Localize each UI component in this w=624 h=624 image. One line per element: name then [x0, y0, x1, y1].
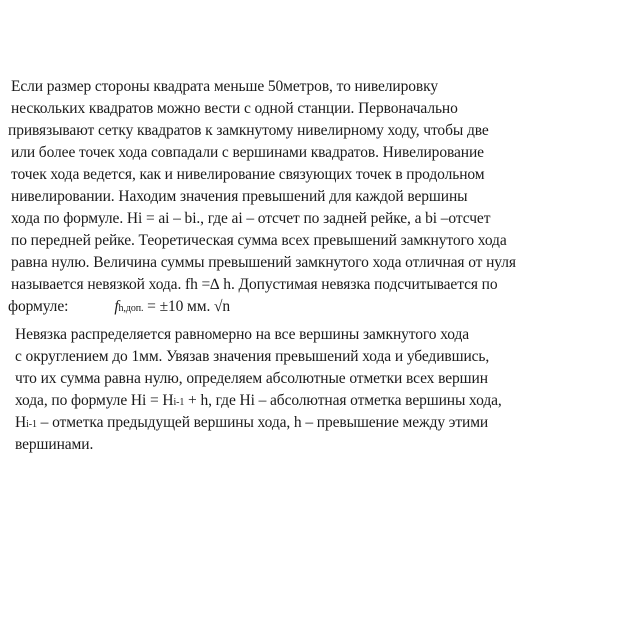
paragraph-1-line: хода по формуле. Hi = ai – bi., где ai – отсчет по задней рейке, а bi –отсчет: [11, 210, 491, 227]
paragraph-2-line: с округлением до 1мм. Увязав значения превышений хода и убедившись,: [15, 348, 490, 365]
formula-line: [8, 296, 230, 320]
paragraph-1-line: называется невязкой хода. fh =∆ h. Допустимая невязка подсчитывается по: [11, 276, 498, 293]
paragraph-1-line: равна нулю. Величина суммы превышений замкнутого хода отличная от нуля: [11, 254, 516, 271]
paragraph-1-line: привязывают сетку квадратов к замкнутому нивелирному ходу, чтобы две: [8, 122, 489, 139]
line-4-text: хода, по формуле Hi = H: [15, 392, 174, 409]
paragraph-1-line: Если размер стороны квадрата меньше 50метров, то нивелировку: [11, 78, 439, 95]
paragraph-2-line: [15, 412, 488, 436]
line-4-text-end: + h, где Hi – абсолютная отметка вершины хода,: [184, 392, 502, 409]
paragraph-1-line: по передней рейке. Теоретическая сумма всех превышений замкнутого хода: [11, 232, 507, 249]
paragraph-2-line: Невязка распределяется равномерно на все вершины замкнутого хода: [15, 326, 470, 343]
formula-symbol: f: [114, 298, 119, 315]
line-5-subscript: i-1: [26, 419, 37, 430]
formula-subscript: h,доп.: [118, 303, 144, 314]
paragraph-1-line: или более точек хода совпадали с вершинами квадратов. Нивелирование: [11, 144, 484, 161]
paragraph-1-line: точек хода ведется, как и нивелирование связующих точек в продольном: [11, 166, 485, 183]
paragraph-2-line: что их сумма равна нулю, определяем абсолютные отметки всех вершин: [15, 370, 488, 387]
paragraph-1-line: нескольких квадратов можно вести с одной станции. Первоначально: [11, 100, 458, 117]
paragraph-2-line: вершинами.: [15, 436, 94, 453]
line-4-subscript: i-1: [173, 397, 185, 408]
paragraph-1-line: нивелировании. Находим значения превышений для каждой вершины: [11, 188, 468, 205]
line-5-text: H: [15, 414, 27, 431]
formula-rhs: = ±10 мм. √n: [143, 298, 231, 315]
formula-label: формуле:: [8, 298, 69, 315]
paragraph-2-line: [15, 390, 502, 414]
line-5-text-end: – отметка предыдущей вершины хода, h – превышение между этими: [36, 414, 489, 431]
